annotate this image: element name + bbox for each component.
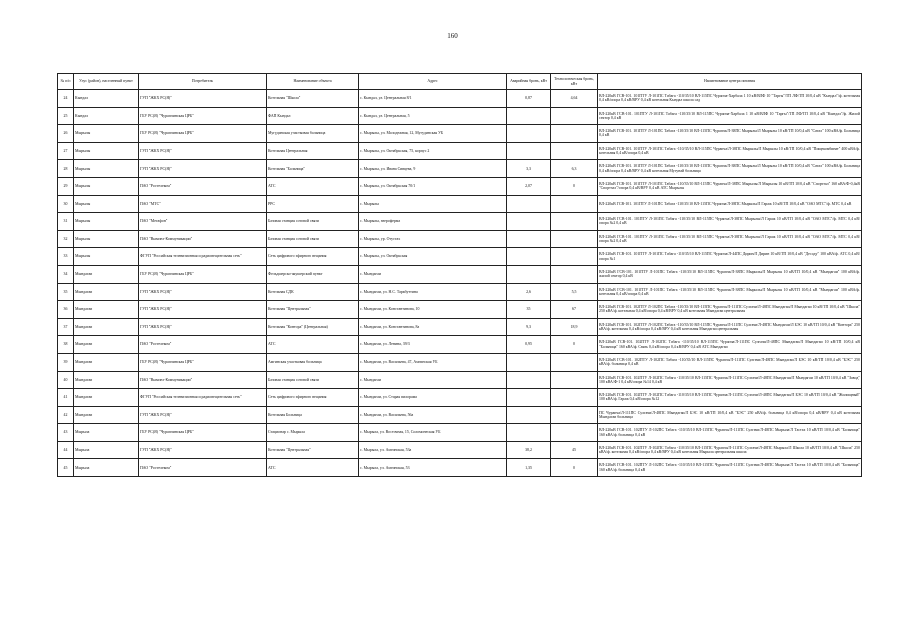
cell-tech-reserve: 67 [551,301,598,319]
power-center-text: ВЛ-220кВ ГСВ-101. 102ПТУ Л-102ПС Табага -110/35/10 ВЛ-115ПС Чурапча/Л-111ПС Сулгачи/Л-48ПС Мындагаи/Л Мындагаи 10 кВ/ТП 10/0,4 кВ "Завод" 100 кВА/Ф-1 0,4 кВ/опора №14 0,4 кВ [599,375,860,384]
cell-power-center [598,195,862,213]
cell-address: с. Мындагаи, ул. Васильева, 56а [359,406,507,424]
cell-ulus: Мырылы [74,125,139,143]
cell-power-center [598,230,862,248]
cell-emergency-reserve [507,248,551,266]
cell-address: с. Мындагаи, ул. Константинова, 10 [359,301,507,319]
cell-consumer: ПАО "Вымпел-Коммуникации" [139,371,267,389]
table-row [58,301,862,319]
cell-consumer: ПАО "Ростелеком" [139,177,267,195]
cell-object: Сеть цифрового эфирного вещания [267,389,359,407]
table-body [58,90,862,477]
header-row [58,74,862,90]
cell-num: 34 [58,265,74,283]
cell-object: АТС [267,177,359,195]
cell-address: с. Мырылы, ур. Отустах [359,230,507,248]
cell-num: 35 [58,283,74,301]
cell-object: Котельная "Школа" [267,90,359,108]
cell-emergency-reserve [507,195,551,213]
cell-power-center [598,406,862,424]
power-center-text: ВЛ-220кВ ГСВ-101. 101ПТУ Л-101ПС Табага -110/35/10 ВЛ-115ПС Чурапча/Л-38ПС Мырылы/Л Мырылы 10 кВ/ТП 10/0,4 кВ "Сатал" 100 кВА/ф. Больница 0,4 кВ [599,129,860,138]
cell-num: 26 [58,125,74,143]
cell-emergency-reserve: 0,87 [507,90,551,108]
cell-emergency-reserve [507,213,551,231]
header-emergency-reserve: Аварийная бронь, кВт [507,74,551,90]
cell-address: с. Мындагаи, ул. Константинова, 8а [359,318,507,336]
cell-emergency-reserve [507,230,551,248]
power-center-text: ВЛ-220кВ ГСВ-101. 101ПТУ Л-101ПС Табага -110/35/10 ВЛ-115ПС Чурапча-Харбала 1 10 кВ/ВЛФ 10 "Таргы"/ТП ЛФ/ТП 10/0,4 кВ "Кындал"/ф. котельная 0,4 кВ/опора 0,4 кВ/ВРУ 0,4 кВ котельная Кындал школа сад [599,94,860,103]
cell-ulus: Мындагаи [74,336,139,354]
cell-ulus: Мырылы [74,160,139,178]
cell-object: Базовая станция сотовой связи [267,213,359,231]
cell-object: Амгинская участковая больница [267,353,359,371]
header-power-center: Наименование центра питания [598,74,862,90]
power-center-text: ВЛ-220кВ ГСВ-101. 101ПТУ Л-101ПС Табага -110/35/10 ВЛ-115ПС Чурапча/Л-38ПС Мырылы/Л Мырылы 10 кВ/ТП 10/0,4 кВ "Спортзал" 160 кВА/Ф-0,4кВ "Спортзал"/опора 0,4 кВ/ВРУ 0,4 кВ АТС Мырылы [599,181,860,191]
cell-emergency-reserve: 2,6 [507,283,551,301]
cell-consumer: ГУП "ЖКХ РС(Я)" [139,283,267,301]
cell-power-center [598,142,862,160]
cell-num: 31 [58,213,74,231]
power-center-text: ПС Чурапча/Л-111ПС Сулгачи/Л-48ПС Мындагаи/Л БЭС 10 кВ/ТП 10/0,4 кВ "БЭС" 250 кВА/ф. больница 0,4 кВ/опора 0,4 кВ/ВРУ 0,4 кВ котельная Мындагаи больница [599,410,860,419]
cell-power-center [598,424,862,442]
cell-tech-reserve [551,389,598,407]
cell-ulus: Мындагаи [74,265,139,283]
cell-ulus: Мырыла [74,441,139,459]
cell-ulus: Кындал [74,90,139,108]
cell-tech-reserve: 0 [551,336,598,354]
cell-power-center [598,353,862,371]
cell-ulus: Мындагаи [74,283,139,301]
header-object: Наименование объекта [267,74,359,90]
cell-emergency-reserve [507,406,551,424]
cell-ulus: Мындагаи [74,406,139,424]
cell-address: с. Мындагаи, ул. Старая пилорама [359,389,507,407]
power-center-text: ВЛ-220кВ ГСВ-101. 101ПТУ Л-101ПС Табага -110/35/10 ВЛ-115ПС Чурапча/Л-38ПС Мырылы/Л Мырылы 10 кВ/ТП 10/0,4 кВ "Мындагаи" 100 кВА/ф. жилой сектор 0,4 кВ [599,269,860,279]
cell-object: Базовая станция сотовой связи [267,230,359,248]
cell-address: с. Мырылы, звероферма [359,213,507,231]
cell-consumer: ПАО "Ростелеком" [139,459,267,477]
cell-tech-reserve: 4,64 [551,90,598,108]
cell-object: Котельная "Контора" (Центральная) [267,318,359,336]
cell-consumer: ФГУП "Российская телевизионная и радиовещательная сеть" [139,389,267,407]
power-center-text: ВЛ-220кВ ГСВ-101. 101ПТУ Л-101ПС Табага -110/35/10 ВЛ-115ПС Чурапча/Л-38ПС Мырылы/Л Гараж 10 кВ/ТП 10/0,4 кВ "ОАО МТС"/ф. МТС 0,4 кВ/опора №2 0,4 кВ [599,234,860,244]
power-center-text: ВЛ-220кВ ГСВ-101. 102ПТУ Л-102ПС Табага -110/35/10 ВЛ-115ПС Чурапча/Л-111ПС Сулгачи/Л-48ПС Мырыла/Л Тастах 10 кВ/ТП 10/0,4 кВ "Больница" 160 кВА/ф. больница 0,4 кВ [599,463,860,472]
cell-num: 37 [58,318,74,336]
cell-object: Котельная "Центральная" [267,441,359,459]
cell-power-center [598,318,862,336]
cell-object: АТС [267,336,359,354]
cell-consumer: ГУП "ЖКХ РС(Я)" [139,142,267,160]
cell-object: Сеть цифрового эфирного вещания [267,248,359,266]
cell-tech-reserve [551,406,598,424]
cell-power-center [598,441,862,459]
cell-tech-reserve: 45 [551,441,598,459]
cell-emergency-reserve: 1,35 [507,459,551,477]
cell-power-center [598,389,862,407]
cell-num: 39 [58,353,74,371]
cell-ulus: Мырылы [74,213,139,231]
cell-power-center [598,107,862,125]
cell-address: с. Мырылы, ул. Октябрьская 70/1 [359,177,507,195]
cell-num: 41 [58,389,74,407]
cell-address: с. Мырылы, ул. Ивана Сивцева, 9 [359,160,507,178]
table-row [58,107,862,125]
cell-object: ФАП Кындал [267,107,359,125]
power-center-text: ВЛ-220кВ ГСВ-101. 102ПТУ Л-102ПС Табага -110/35/10 ВЛ-115ПС Чурапча/Л-111ПС Сулгачи/Л-48ПС Мындагаи/Л Мындагаи 10 кВ/ТП 10/0,4 кВ "Школа" 250 кВА/ф. котельная 0,4 кВ/опора 0,4 кВ/ВРУ 0,4 кВ котельная Мындагаи центральная [599,305,860,314]
cell-power-center [598,371,862,389]
cell-emergency-reserve: 3,3 [507,160,551,178]
cell-consumer: ГБУ РС(Я) "Чурапчинская ЦРБ" [139,265,267,283]
cell-tech-reserve [551,265,598,283]
cell-emergency-reserve [507,353,551,371]
cell-tech-reserve [551,230,598,248]
cell-object: Котельная "Больница" [267,160,359,178]
cell-power-center [598,160,862,178]
cell-power-center [598,336,862,354]
cell-tech-reserve [551,371,598,389]
cell-emergency-reserve: 0,95 [507,336,551,354]
header-consumer: Потребитель [139,74,267,90]
cell-address: с. Мындагаи, ул. Н.С. Таркбуттина [359,283,507,301]
cell-address: с. Мырыла, ул. Амгинская, 53а [359,441,507,459]
table-row [58,406,862,424]
cell-emergency-reserve [507,125,551,143]
table-row [58,459,862,477]
cell-ulus: Мырылы [74,248,139,266]
cell-object: Фельдшерско-акушерский пункт [267,265,359,283]
cell-ulus: Мындагаи [74,353,139,371]
cell-power-center [598,248,862,266]
cell-address: с. Мырыла, ул. Амгинская, 53 [359,459,507,477]
cell-tech-reserve [551,195,598,213]
cell-consumer: ПАО "Ростелеком" [139,336,267,354]
cell-tech-reserve: 6,3 [551,160,598,178]
cell-power-center [598,283,862,301]
cell-tech-reserve: 0 [551,459,598,477]
cell-tech-reserve [551,107,598,125]
table-row [58,90,862,108]
cell-address: с. Мындагаи [359,371,507,389]
cell-emergency-reserve [507,142,551,160]
cell-consumer: ГУП "ЖКХ РС(Я)" [139,90,267,108]
cell-tech-reserve [551,213,598,231]
cell-consumer: ПАО "МТС" [139,195,267,213]
cell-emergency-reserve: 38,2 [507,441,551,459]
cell-address: с. Мындагаи, ул. Васильева, 47, Амгинская УБ [359,353,507,371]
power-center-text: ВЛ-220кВ ГСВ-101. 102ПТУ Л-102ПС Табага -110/35/10 ВЛ-115ПС Чурапча/Л-111ПС Сулгачи/Л-48ПС Мындагаи/Л Мындагаи 10 кВ/ТП 10/0,4 кВ "Больница" 160 кВА/ф. Связь 0,4 кВ/опора 0,4 кВ/ВРУ 0,4 кВ АТС Мындагаи [599,340,860,349]
cell-emergency-reserve [507,371,551,389]
cell-consumer: ГУП "ЖКХ РС(Я)" [139,301,267,319]
cell-ulus: Мындагаи [74,389,139,407]
power-center-text: ВЛ-220кВ ГСВ-101. 101ПТУ Л-101ПС Табага -110/35/10 ВЛ-115ПС Чурапча/Л-38ПС Мырылы/Л Гараж 10 кВ/ТП 10/0,4 кВ "ОАО МТС"/ф. МТС 0,4 кВ [599,201,852,206]
cell-consumer: ПАО "Вымпел-Коммуникации" [139,230,267,248]
power-center-text: ВЛ-220кВ ГСВ-101. 102ПТУ Л-102ПС Табага -110/35/10 ВЛ-115ПС Чурапча/Л-111ПС Сулгачи/Л-48ПС Мындагаи/Л БЭС 10 кВ/ТП 10/0,4 кВ "Жилищный" 100 кВА/ф. Гараж 0,4 кВ/опора №12 [599,393,860,402]
cell-address: с. Мырыла, ул. Восточная, 15, Соломонеская УБ [359,424,507,442]
table-row [58,389,862,407]
cell-ulus: Мырылы [74,142,139,160]
cell-emergency-reserve [507,265,551,283]
cell-consumer: ГУП "ЖКХ РС(Я)" [139,406,267,424]
cell-ulus: Мырылы [74,195,139,213]
cell-emergency-reserve: 9,3 [507,318,551,336]
power-center-text: ВЛ-220кВ ГСВ-101. 102ПТУ Л-102ПС Табага -110/35/10 ВЛ-115ПС Чурапча/Л-111ПС Сулгачи/Л-48ПС Мындагаи/Л БЭС 10 кВ/ТП 10/0,4 кВ "БЭС" 250 кВА/ф. больница 0,4 кВ [599,357,860,367]
power-center-text: ВЛ-220кВ ГСВ-101. 101ПТУ Л-101ПС Табага -110/35/10 ВЛ-115ПС Чурапча/Л-38ПС Мырылы/Л Мырылы 10 кВ/ТП 10/0,4 кВ "Пищекомбинат" 400 кВА/ф. котельная 0,4 кВ/опора 0,4 кВ [599,146,860,156]
cell-tech-reserve: 18,9 [551,318,598,336]
cell-object: Котельная СДК [267,283,359,301]
cell-object: АТС [267,459,359,477]
cell-num: 43 [58,424,74,442]
table-row [58,441,862,459]
table-row [58,230,862,248]
cell-num: 24 [58,90,74,108]
cell-address: с. Мындагаи [359,265,507,283]
header-address: Адрес [359,74,507,90]
cell-ulus: Кындал [74,107,139,125]
cell-object: РРС [267,195,359,213]
cell-tech-reserve: 5,5 [551,283,598,301]
table-row [58,248,862,266]
cell-address: с. Кындал, ул. Центральная, 5 [359,107,507,125]
table-row [58,353,862,371]
cell-consumer: ПАО "Мегафон" [139,213,267,231]
cell-ulus: Мырылы [74,230,139,248]
power-reserve-table [57,73,862,477]
cell-num: 40 [58,371,74,389]
cell-consumer: ГБУ РС(Я) "Чурапчинская ЦРБ" [139,125,267,143]
table-row [58,177,862,195]
cell-power-center [598,459,862,477]
cell-num: 38 [58,336,74,354]
cell-num: 29 [58,177,74,195]
cell-num: 36 [58,301,74,319]
cell-tech-reserve [551,248,598,266]
cell-ulus: Мындагаи [74,371,139,389]
table-row [58,283,862,301]
cell-power-center [598,90,862,108]
cell-consumer: ГБУ РС(Я) "Чурапчинская ЦРБ" [139,353,267,371]
cell-power-center [598,125,862,143]
cell-address: с. Кындал, ул. Центральная 8/1 [359,90,507,108]
cell-power-center [598,301,862,319]
header-tech-reserve: Технологическая бронь, кВт [551,74,598,90]
power-center-text: ВЛ-220кВ ГСВ-101. 101ПТУ Л-101ПС Табага -110/35/10 ВЛ-115ПС Чурапча/Л-38ПС Мырылы/Л Мырылы 10 кВ/ТП 10/0,4 кВ "Сатал" 100 кВА/ф. Больница 0,4 кВ/опора 0,4 кВ/ВРУ 0,4 кВ котельная Мугунай больница [599,164,860,173]
table-row [58,265,862,283]
cell-emergency-reserve: 35 [507,301,551,319]
power-center-text: ВЛ-220кВ ГСВ-101. 101ПТУ Л-101ПС Табага -110/35/10 ВЛ-115ПС Чурапча/Л-38ПС Мырылы/Л Гараж 10 кВ/ТП 10/0,4 кВ "ОАО МТС"/ф. МТС 0,4 кВ/опора №2 0,4 кВ [599,217,860,226]
cell-address: с. Мырылы, ул. Молодежная, 12, Мугудинская УБ [359,125,507,143]
cell-tech-reserve [551,142,598,160]
header-num: № п/п [58,74,74,90]
cell-object: Котельная Центральная [267,142,359,160]
header-ulus: Улус (район), населенный пункт [74,74,139,90]
cell-consumer: ГУП "ЖКХ РС(Я)" [139,318,267,336]
cell-num: 30 [58,195,74,213]
cell-ulus: Мырыла [74,424,139,442]
power-center-text: ВЛ-220кВ ГСВ-101. 101ПТУ Л-101ПС Табага -110/35/10 ВЛ-115ПС Чурапча/Л-44ПС Дирин/Л Дирин 10 кВ/ТП 10/0,4 кВ "Десоду" 100 кВА/ф. АТС 0,4 кВ/опора №1 [599,252,860,261]
cell-consumer: ГУП "ЖКХ РС(Я)" [139,441,267,459]
cell-num: 27 [58,142,74,160]
cell-consumer: ФГУП "Российская телевизионная и радиовещательная сеть" [139,248,267,266]
cell-ulus: Мындагаи [74,318,139,336]
table-row [58,424,862,442]
cell-num: 32 [58,230,74,248]
cell-object: Стационар с. Мырыла [267,424,359,442]
table-row [58,213,862,231]
power-center-text: ВЛ-220кВ ГСВ-101. 101ПТУ Л-101ПС Табага -110/35/10 ВЛ-115ПС Чурапча-Харбала 1 10 кВ/ВЛФ 10 "Таргы"/ТП ЛФ/ТП 10/0,4 кВ "Кындал"/ф. Жилой сектор 0,4 кВ [599,111,860,120]
cell-emergency-reserve: 2,07 [507,177,551,195]
cell-ulus: Мырыла [74,459,139,477]
cell-address: с. Мырылы, ул. Октябрьская [359,248,507,266]
cell-num: 33 [58,248,74,266]
cell-emergency-reserve [507,389,551,407]
table-row [58,142,862,160]
cell-num: 28 [58,160,74,178]
cell-tech-reserve [551,125,598,143]
cell-address: с. Мырылы [359,195,507,213]
cell-tech-reserve: 0 [551,177,598,195]
power-center-text: ВЛ-220кВ ГСВ-101. 102ПТУ Л-102ПС Табага -110/35/10 ВЛ-115ПС Чурапча/Л-111ПС Сулгачи/Л-48ПС Мырыла/Л Школа 10 кВ/ТП 10/0,4 кВ "Школа" 250 кВА/ф. котельная 0,4 кВ/опора 0,4 кВ/ВРУ 0,4 кВ котельная Мырыла центральная школа [599,445,860,455]
cell-tech-reserve [551,424,598,442]
cell-consumer: ГБУ РС(Я) "Чурапчинская ЦРБ" [139,107,267,125]
cell-num: 45 [58,459,74,477]
cell-address: с. Мырылы, ул. Октябрьская, 75, корпус 2 [359,142,507,160]
cell-power-center [598,265,862,283]
table-row [58,318,862,336]
cell-object: Базовая станция сотовой связи [267,371,359,389]
table-row [58,125,862,143]
cell-ulus: Мырылы [74,177,139,195]
page-number: 160 [447,32,458,40]
cell-num: 44 [58,441,74,459]
table-row [58,160,862,178]
table-row [58,336,862,354]
power-center-text: ВЛ-220кВ ГСВ-101. 102ПТУ Л-102ПС Табага -110/35/10 ВЛ-115ПС Чурапча/Л-111ПС Сулгачи/Л-48ПС Мындагаи/Л БЭС 10 кВ/ТП 10/0,4 кВ "Контора" 250 кВА/ф. котельная 0,4 кВ/опора 0,4 кВ/ВРУ 0,4 кВ котельная Мындагаи центральная [599,322,860,332]
cell-power-center [598,177,862,195]
cell-num: 25 [58,107,74,125]
table-row [58,371,862,389]
cell-emergency-reserve [507,107,551,125]
table-row [58,195,862,213]
power-center-text: ВЛ-220кВ ГСВ-101. 101ПТУ Л-101ПС Табага -110/35/10 ВЛ-115ПС Чурапча/Л-38ПС Мырылы/Л Мырылы 10 кВ/ТП 10/0,4 кВ "Мындагаи" 100 кВА/ф. котельная 0,4 кВ/опора 0,4 кВ [599,287,860,296]
cell-object: Котельная Больница [267,406,359,424]
cell-tech-reserve [551,353,598,371]
cell-power-center [598,213,862,231]
cell-consumer: ГБУ РС(Я) "Чурапчинская ЦРБ" [139,424,267,442]
cell-ulus: Мындагаи [74,301,139,319]
cell-num: 42 [58,406,74,424]
cell-object: Мугудинская участковая больница [267,125,359,143]
cell-object: Котельная "Центральная" [267,301,359,319]
power-center-text: ВЛ-220кВ ГСВ-101. 102ПТУ Л-102ПС Табага -110/35/10 ВЛ-115ПС Чурапча/Л-111ПС Сулгачи/Л-48ПС Мырыла/Л Тастах 10 кВ/ТП 10/0,4 кВ "Больница" 160 кВА/ф. больница 0,4 кВ [599,428,860,437]
cell-emergency-reserve [507,424,551,442]
cell-address: с. Мындагаи, ул. Ленина, 39/3 [359,336,507,354]
cell-consumer: ГУП "ЖКХ РС(Я)" [139,160,267,178]
